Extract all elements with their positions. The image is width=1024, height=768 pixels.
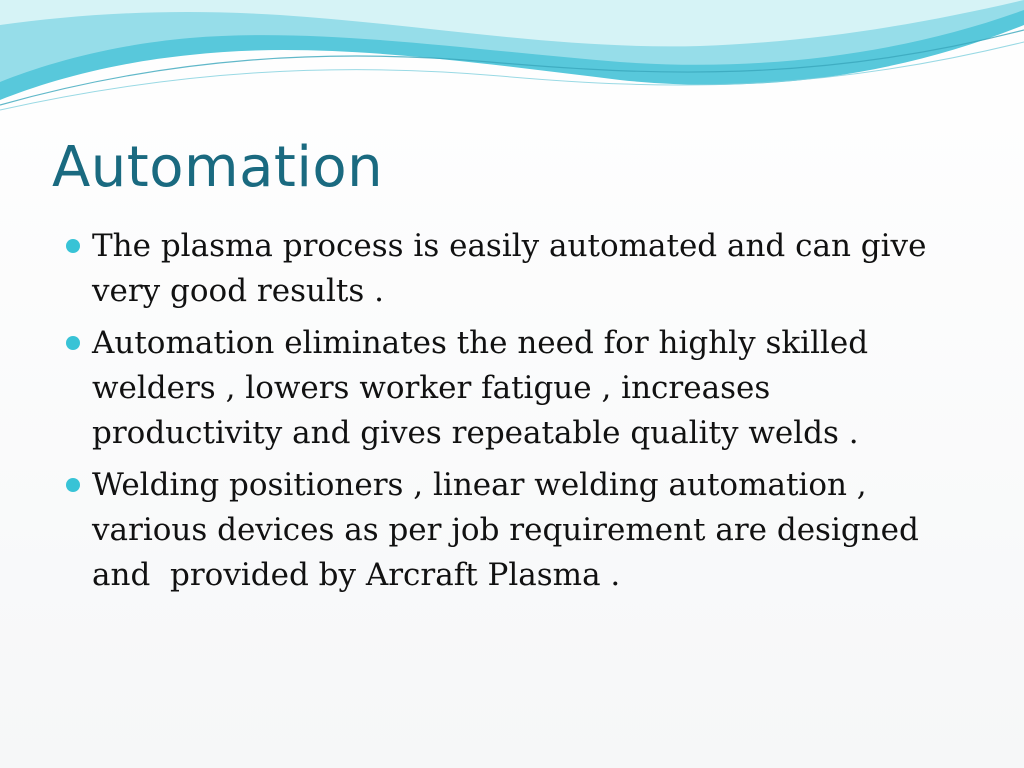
list-item	[64, 224, 964, 314]
bullet-list	[64, 224, 964, 605]
decorative-wave	[0, 0, 1024, 120]
bullet-dot-icon	[66, 239, 80, 253]
list-item	[64, 321, 964, 456]
page-title: Automation	[52, 135, 384, 200]
bullet-dot-icon	[66, 478, 80, 492]
bullet-text: The plasma process is easily automated and can give very good results .	[92, 228, 937, 309]
bullet-text: Welding positioners , linear welding automation , various devices as per job requirement are designed and provided by Arcraft Plasma .	[92, 467, 929, 593]
bullet-dot-icon	[66, 336, 80, 350]
bullet-text: Automation eliminates the need for highly skilled welders , lowers worker fatigue , increases productivity and gives repeatable quality welds .	[92, 325, 878, 451]
list-item	[64, 463, 964, 598]
